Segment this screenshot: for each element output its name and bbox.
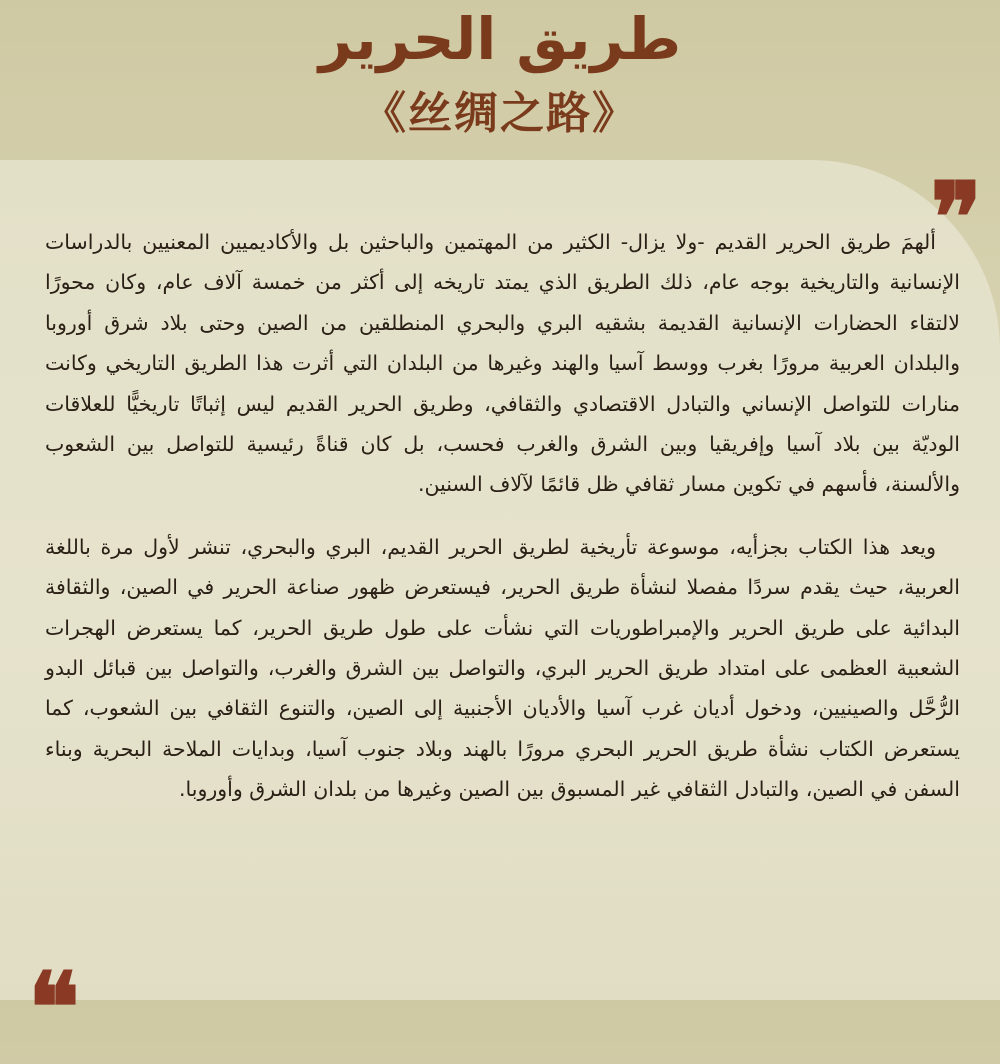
chinese-subtitle: 《丝绸之路》 [362, 88, 638, 139]
closing-quote-icon: ❝ [28, 951, 80, 1064]
paragraph-2: ويعد هذا الكتاب بجزأيه، موسوعة تأريخية لطريق الحرير القديم، البري والبحري، تنشر لأول مرة باللغة العربية، حيث يقدم سردًا مفصلا لنشأة طريق الحرير، فيستعرض ظهور صناعة الحرير في الصين، والثقافة البدائية على طريق الحرير والإمبراطوريات التي نشأت على طول طريق الحرير، كما يستعرض الهجرات الشعبية العظمى على امتداد طريق الحرير البري، والتواصل بين الشرق والغرب، والتواصل بين قبائل البدو الرُّحَّل والصينيين، ودخول أديان غرب آسيا والأديان الأجنبية إلى الصين، والتنوع الثقافي بين الشعوب، كما يستعرض الكتاب نشأة طريق الحرير البحري مرورًا بالهند وبلاد جنوب آسيا، وبدايات الملاحة البحرية وبناء السفن في الصين، والتبادل الثقافي غير المسبوق بين الصين وغيرها من بلدان الشرق وأوروبا. [45, 534, 960, 802]
body-text [45, 222, 960, 810]
page-title: طريق الحرير [318, 5, 682, 73]
paragraph-1: ألهمَ طريق الحرير القديم -ولا يزال- الكثير من المهتمين والباحثين بل والأكاديميين المعنيين بالدراسات الإنسانية والتاريخية بوجه عام، ذلك الطريق الذي يمتد تاريخه إلى أكثر من خمسة آلاف عام، وكان محورًا لالتقاء الحضارات الإنسانية القديمة بشقيه البري والبحري المنطلقين من الصين وحتى بلاد شرق أوروبا والبلدان العربية مرورًا بغرب ووسط آسيا والهند وغيرها من البلدان التي أثرت هذا الطريق التاريخي وكانت منارات للتواصل الإنساني والتبادل الاقتصادي والثقافي، وطريق الحرير القديم ليس إثباتًا تاريخيًّا للعلاقات الوديّة بين بلاد آسيا وإفريقيا وبين الشرق والغرب فحسب، بل كان قناةً رئيسية للتواصل بين الشعوب والألسنة، فأسهم في تكوين مسار ثقافي ظل قائمًا لآلاف السنين. [45, 230, 960, 497]
opening-quote-icon: ❞ [930, 161, 982, 274]
